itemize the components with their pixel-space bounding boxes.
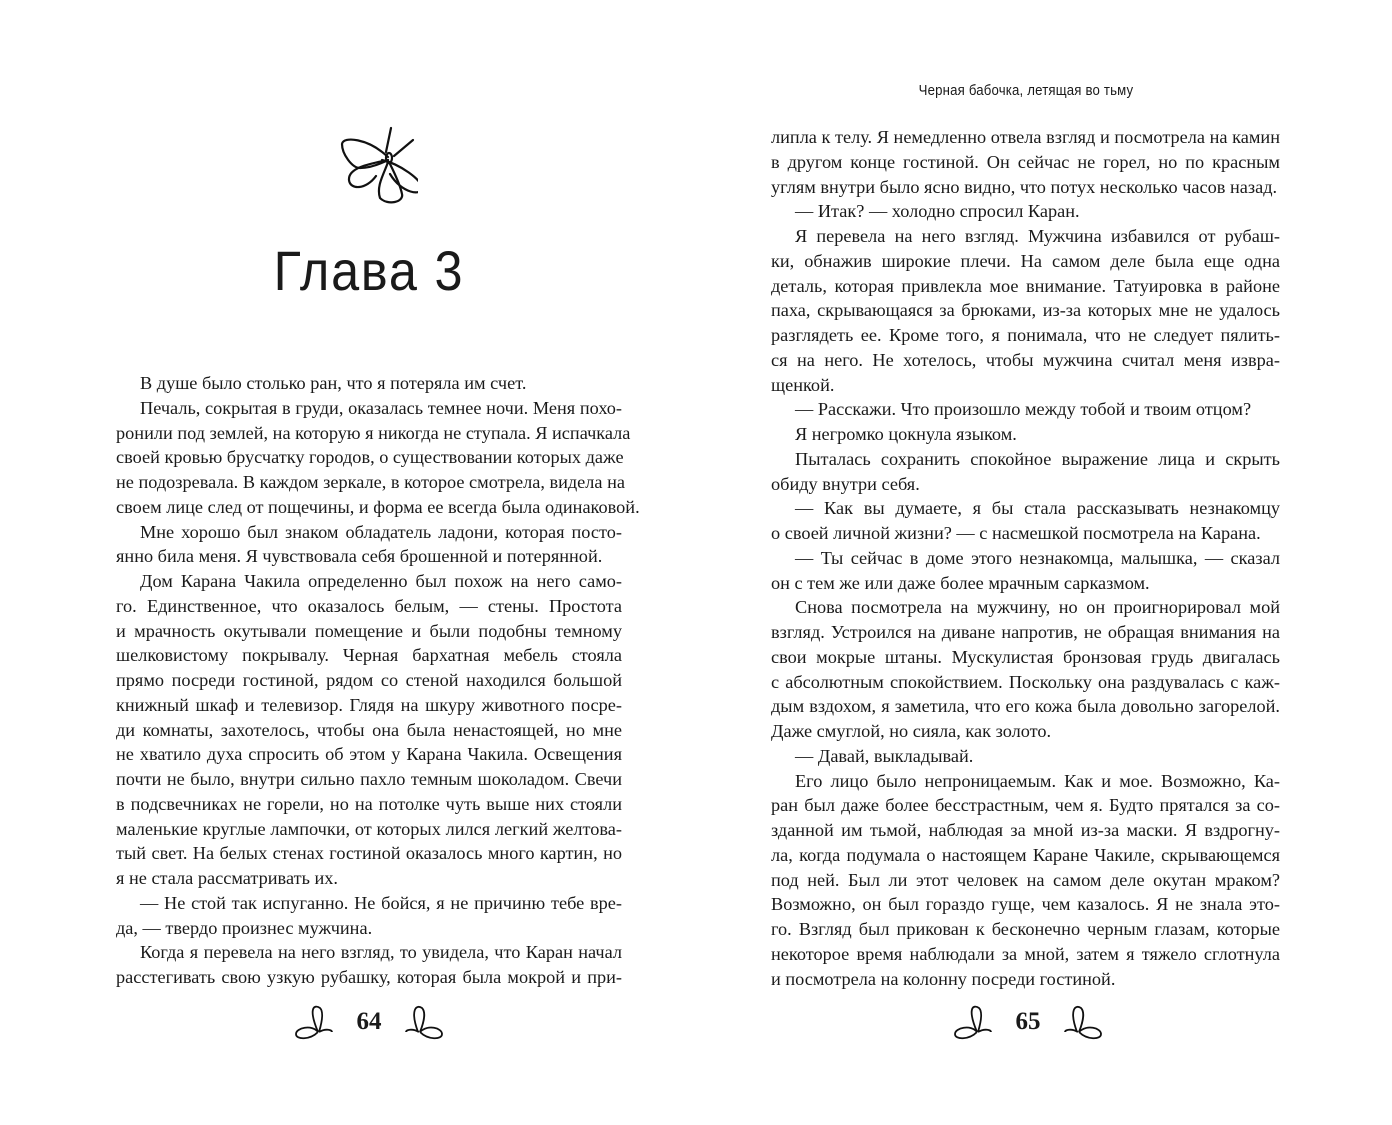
- text-line: дым вздохом, я заметила, что его кожа была довольно загорелой.: [771, 696, 1280, 717]
- paragraph: [771, 546, 1280, 596]
- text-line: тый свет. На белых стенах гостиной оказалось много картин, но: [116, 843, 622, 864]
- text-line: ди комнаты, захотелось, чтобы она была ненастоящей, но мне: [116, 719, 622, 740]
- paragraph: [771, 422, 1280, 447]
- text-line: Мне хорошо был знаком обладатель ладони, которая посто-: [140, 521, 622, 542]
- text-line: почти не было, внутри сильно пахло темным шоколадом. Свечи: [116, 769, 622, 789]
- right-page: [696, 0, 1392, 1125]
- text-line: деталь, которая привлекла мое внимание. Татуировка в районе: [771, 275, 1280, 296]
- text-line: книжный шкаф и телевизор. Глядя на шкуру животного посре-: [116, 694, 622, 715]
- butterfly-icon: [1059, 1002, 1105, 1042]
- paragraph: [116, 396, 640, 520]
- text-line: липла к телу. Я немедленно отвела взгляд и посмотрела на камин: [771, 127, 1280, 147]
- paragraph: [771, 769, 1280, 992]
- text-line: щенкой.: [771, 374, 835, 395]
- text-line: маленькие круглые лампочки, от которых лился легкий желтова-: [116, 818, 622, 839]
- butterfly-icon: [292, 1002, 338, 1042]
- text-line: и мрачность окутывали помещение и были подобны темному: [116, 620, 622, 641]
- text-line: Дом Карана Чакила определенно был похож на него само-: [140, 571, 622, 591]
- text-line: — Не стой так испуганно. Не бойся, я не причиню тебе вре-: [140, 892, 622, 913]
- text-line: под ней. Был ли этот человек на самом деле окутан мраком?: [771, 869, 1280, 890]
- text-line: го. Взгляд был прикован к бесконечно черным глазам, которые: [771, 919, 1280, 939]
- text-line: — Расскажи. Что произошло между тобой и твоим отцом?: [795, 399, 1252, 420]
- page-number: 64: [356, 1008, 382, 1035]
- body-text: [771, 125, 1280, 991]
- text-line: — Как вы думаете, я бы стала рассказывать незнакомцу: [795, 498, 1280, 519]
- text-line: — Ты сейчас в доме этого незнакомца, малышка, — сказал: [795, 547, 1280, 568]
- page-footer: [292, 1002, 446, 1042]
- text-line: Снова посмотрела на мужчину, но он проигнорировал мой: [795, 597, 1280, 618]
- text-line: своем лице след от пощечины, и форма ее всегда была одинаковой.: [116, 496, 640, 517]
- text-line: ла, когда подумала о настоящем Каране Чакиле, скрывающемся: [771, 844, 1280, 865]
- paragraph: [116, 371, 622, 396]
- text-line: ки, обнажив широкие плечи. На самом деле была еще одна: [771, 250, 1280, 271]
- text-line: он с тем же или даже более мрачным сарказмом.: [771, 572, 1150, 593]
- text-line: с абсолютным спокойствием. Поскольку она раздувалась с каж-: [771, 671, 1280, 692]
- paragraph: [771, 744, 1280, 769]
- paragraph: [771, 595, 1280, 744]
- page-number: 65: [1015, 1008, 1041, 1035]
- text-line: не хватило духа спросить об этом у Карана Чакила. Освещения: [116, 744, 622, 765]
- text-line: Его лицо было непроницаемым. Как и мое. Возможно, Ка-: [795, 770, 1280, 791]
- text-line: да, — твердо произнес мужчина.: [116, 917, 373, 938]
- paragraph: [116, 940, 622, 990]
- butterfly-icon: [951, 1002, 997, 1042]
- text-line: расстегивать свою узкую рубашку, которая была мокрой и при-: [116, 967, 622, 987]
- text-line: я не стала рассматривать их.: [116, 868, 338, 888]
- butterfly-icon: [318, 124, 418, 204]
- body-text: [116, 371, 640, 990]
- text-line: янно била меня. Я чувствовала себя брошенной и потерянной.: [116, 546, 603, 567]
- text-line: и посмотрела на колонну посреди гостиной.: [771, 968, 1116, 989]
- text-line: разглядеть ее. Кроме того, я понимала, что не следует пялить-: [771, 325, 1280, 345]
- text-line: Я перевела на него взгляд. Мужчина избавился от рубаш-: [795, 226, 1280, 246]
- text-line: Возможно, он был гораздо гуще, чем казалось. Я не знала это-: [771, 894, 1280, 915]
- paragraph: [771, 125, 1280, 199]
- text-line: шелковистому покрывалу. Черная бархатная мебель стояла: [116, 645, 622, 666]
- paragraph: [771, 224, 1280, 397]
- paragraph: [771, 199, 1280, 224]
- chapter-title: Глава 3: [273, 239, 465, 302]
- paragraph: [116, 569, 622, 891]
- text-line: ронили под землей, на которую я никогда не ступала. Я испачкала: [116, 422, 631, 443]
- text-line: В душе было столько ран, что я потеряла им счет.: [140, 373, 527, 393]
- text-line: — Итак? — холодно спросил Каран.: [795, 201, 1080, 222]
- text-line: — Давай, выкладывай.: [795, 745, 974, 766]
- text-line: некоторое время наблюдали за мной, затем я тяжело сглотнула: [771, 943, 1280, 964]
- text-line: Когда я перевела на него взгляд, то увидела, что Каран начал: [140, 942, 622, 963]
- paragraph: [771, 397, 1280, 422]
- text-line: Я негромко цокнула языком.: [795, 424, 1017, 444]
- page-footer: [951, 1002, 1105, 1042]
- text-line: Пыталась сохранить спокойное выражение лица и скрыть: [795, 448, 1280, 469]
- text-line: паха, скрывающаяся за брюками, из-за которых мне не удалось: [771, 300, 1280, 321]
- text-line: прямо посреди гостиной, рядом со стеной находился большой: [116, 670, 622, 690]
- text-line: обиду внутри себя.: [771, 473, 920, 494]
- text-line: Даже смуглой, но сияла, как золото.: [771, 721, 1052, 741]
- paragraph: [116, 891, 622, 941]
- butterfly-icon: [400, 1002, 446, 1042]
- text-line: ран был даже более бесстрастным, чем я. Будто прятался за со-: [771, 795, 1280, 816]
- text-line: свои мокрые штаны. Мускулистая бронзовая грудь двигалась: [771, 646, 1280, 667]
- text-line: своей кровью брусчатку городов, о существовании которых даже: [116, 447, 624, 468]
- text-line: в другом конце гостиной. Он сейчас не горел, но по красным: [771, 151, 1280, 172]
- text-line: не подозревала. В каждом зеркале, в которое смотрела, видела на: [116, 472, 625, 492]
- text-line: го. Единственное, что оказалось белым, — стены. Простота: [116, 595, 622, 616]
- paragraph: [771, 447, 1280, 497]
- text-line: в подсвечниках не горели, но на потолке чуть выше них стояли: [116, 793, 622, 814]
- running-head: Черная бабочка, летящая во тьму: [918, 82, 1134, 99]
- text-line: Печаль, сокрытая в груди, оказалась темнее ночи. Меня похо-: [140, 397, 622, 418]
- text-line: о своей личной жизни? — с насмешкой посмотрела на Карана.: [771, 523, 1261, 543]
- paragraph: [116, 520, 622, 570]
- text-line: ся на него. Не хотелось, чтобы мужчина считал меня извра-: [771, 349, 1280, 370]
- text-line: углям внутри было ясно видно, что потух несколько часов назад.: [771, 176, 1278, 197]
- text-line: взгляд. Устроился на диване напротив, не обращая внимания на: [771, 622, 1280, 642]
- text-line: зданной им тьмой, наблюдая за мной из-за маски. Я вздрогну-: [771, 820, 1280, 840]
- paragraph: [771, 496, 1280, 546]
